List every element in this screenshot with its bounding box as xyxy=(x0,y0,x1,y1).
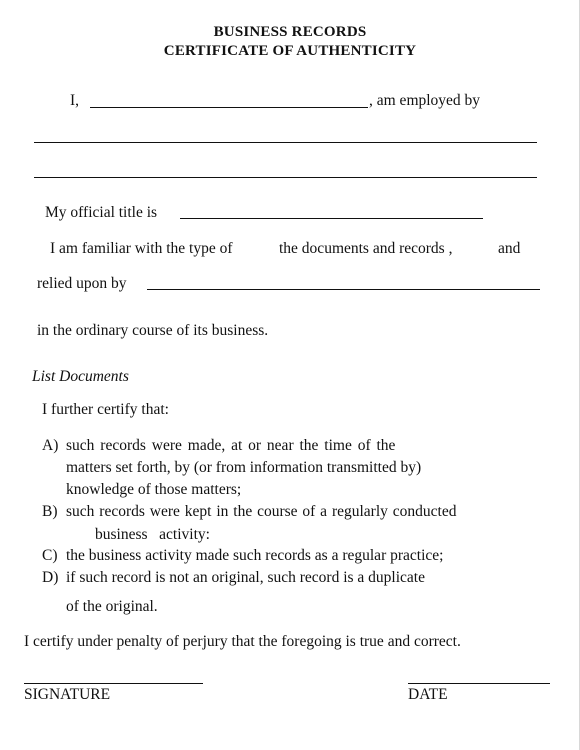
relied-upon-label: relied upon by xyxy=(37,275,127,292)
document-title-line2: CERTIFICATE OF AUTHENTICITY xyxy=(163,43,417,59)
clause-a-marker: A) xyxy=(42,437,59,454)
relied-upon-blank-line[interactable] xyxy=(147,289,540,290)
clause-d-line1: if such record is not an original, such record is a duplicate xyxy=(66,569,425,586)
certify-intro-text: I further certify that: xyxy=(42,401,169,418)
signature-blank-line[interactable] xyxy=(24,683,203,684)
official-title-label: My official title is xyxy=(45,204,158,221)
clause-c-marker: C) xyxy=(42,547,58,564)
intro-i-label: I, xyxy=(70,92,80,109)
clause-b-line2: business activity: xyxy=(95,526,210,543)
date-label: DATE xyxy=(408,686,448,703)
familiar-text-a: I am familiar with the type of xyxy=(50,240,233,257)
document-title-line1: BUSINESS RECORDS xyxy=(213,24,367,40)
ordinary-course-text: in the ordinary course of its business. xyxy=(37,322,269,339)
name-blank-line[interactable] xyxy=(90,107,368,108)
clause-b-marker: B) xyxy=(42,503,58,520)
list-documents-label: List Documents xyxy=(32,368,129,385)
clause-d-marker: D) xyxy=(42,569,59,586)
official-title-blank-line[interactable] xyxy=(180,218,483,219)
familiar-text-b: the documents and records , xyxy=(279,240,453,257)
perjury-statement: I certify under penalty of perjury that the foregoing is true and correct. xyxy=(24,633,461,650)
clause-a-line2: matters set forth, by (or from information transmitted by) xyxy=(66,459,422,476)
date-blank-line[interactable] xyxy=(408,683,550,684)
clause-a-line3: knowledge of those matters; xyxy=(66,481,242,498)
familiar-text-c: and xyxy=(498,240,521,257)
employed-by-label: , am employed by xyxy=(369,92,481,109)
signature-label: SIGNATURE xyxy=(24,686,111,703)
clause-b-line1: such records were kept in the course of a regularly conducted xyxy=(66,503,457,520)
clause-d-line2: of the original. xyxy=(66,598,158,615)
clause-c-line1: the business activity made such records as a regular practice; xyxy=(66,547,444,564)
employer-blank-line-2[interactable] xyxy=(34,177,537,178)
employer-blank-line-1[interactable] xyxy=(34,142,537,143)
clause-a-line1: such records were made, at or near the time of the xyxy=(66,437,396,454)
